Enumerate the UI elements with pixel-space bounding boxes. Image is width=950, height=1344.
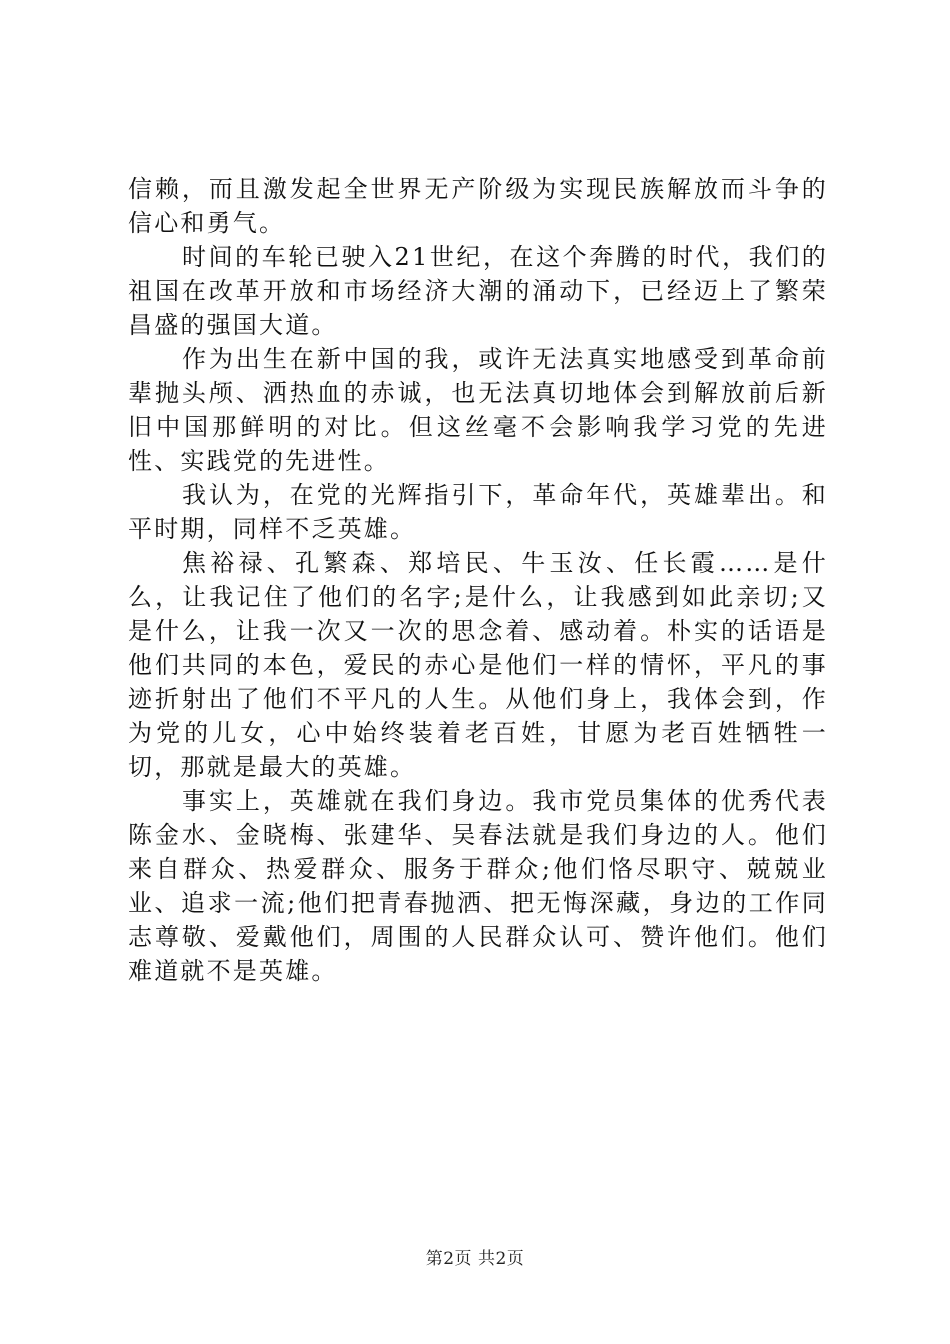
paragraph-3: 作为出生在新中国的我，或许无法真实地感受到革命前辈抛头颅、洒热血的赤诚，也无法真切地体会到解放前后新旧中国那鲜明的对比。但这丝毫不会影响我学习党的先进性、实践党的先进性。 — [128, 345, 828, 475]
paragraph-2: 时间的车轮已驶入21世纪，在这个奔腾的时代，我们的祖国在改革开放和市场经济大潮的涌动下，已经迈上了繁荣昌盛的强国大道。 — [128, 243, 828, 339]
paragraph-5: 焦裕禄、孔繁森、郑培民、牛玉汝、任长霞……是什么，让我记住了他们的名字;是什么，让我感到如此亲切;又是什么，让我一次又一次的思念着、感动着。朴实的话语是他们共同的本色，爱民的赤心是他们一样的情怀，平凡的事迹折射出了他们不平凡的人生。从他们身上，我体会到，作为党的儿女，心中始终装着老百姓，甘愿为老百姓牺牲一切，那就是最大的英雄。 — [128, 549, 828, 781]
page-number-footer: 第2页 共2页 — [425, 1249, 525, 1269]
paragraph-4: 我认为，在党的光辉指引下，革命年代，英雄辈出。和平时期，同样不乏英雄。 — [128, 481, 828, 543]
paragraph-6: 事实上，英雄就在我们身边。我市党员集体的优秀代表陈金水、金晓梅、张建华、吴春法就是我们身边的人。他们来自群众、热爱群众、服务于群众;他们恪尽职守、兢兢业业、追求一流;他们把青春抛洒、把无悔深藏，身边的工作同志尊敬、爱戴他们，周围的人民群众认可、赞许他们。他们难道就不是英雄。 — [128, 787, 828, 985]
paragraph-1: 信赖，而且激发起全世界无产阶级为实现民族解放而斗争的信心和勇气。 — [128, 175, 828, 237]
document-body — [128, 172, 828, 988]
